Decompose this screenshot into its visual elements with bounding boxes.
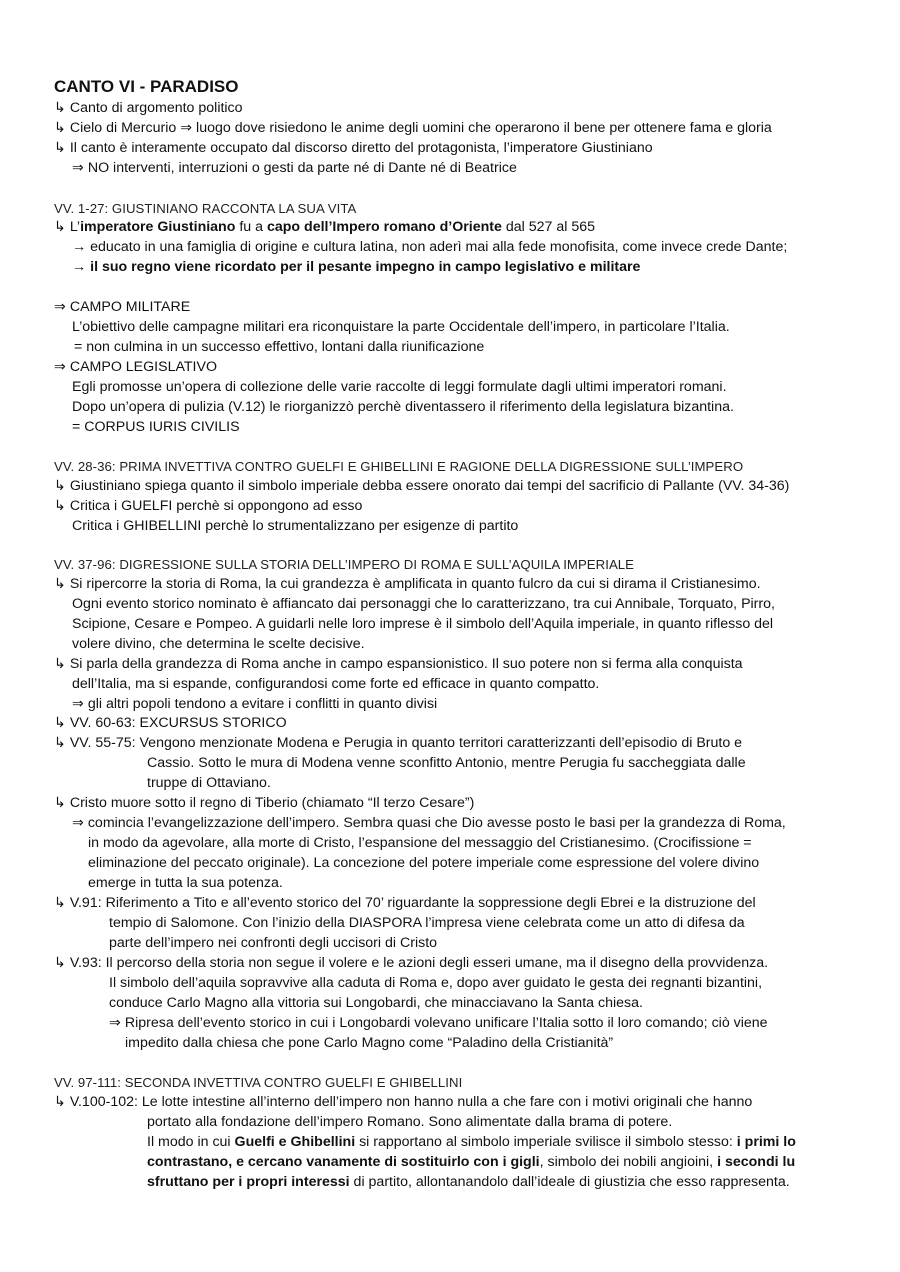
paragraph-line: ⇒ comincia l’evangelizzazione dell’impero. Sembra quasi che Dio avesse posto le basi per la grandezza di Roma, <box>72 815 786 831</box>
paragraph-line: ↳ Si ripercorre la storia di Roma, la cui grandezza è amplificata in quanto fulcro da cui si dirama il Cristianesimo. <box>54 576 761 592</box>
paragraph-line: ↳ VV. 55-75: Vengono menzionate Modena e Perugia in quanto territori caratterizzanti dell’episodio di Bruto e <box>54 735 743 751</box>
paragraph-line: emerge in tutta la sua potenza. <box>88 875 283 891</box>
paragraph-line: Il simbolo dell’aquila sopravvive alla caduta di Roma e, dopo aver guidato le gesta dei regnanti bizantini, <box>109 975 763 991</box>
intro-line: ↳ Il canto è interamente occupato dal discorso diretto del protagonista, l’imperatore Giustiniano <box>54 140 653 156</box>
paragraph-line: parte dell’impero nei confronti degli uccisori di Cristo <box>109 935 438 951</box>
paragraph-line: in modo da agevolare, alla morte di Cristo, l’espansione del messaggio del Cristianesimo. (Crocifissione = <box>88 835 752 851</box>
page-title: CANTO VI - PARADISO <box>54 77 239 96</box>
paragraph-line: ↳ VV. 60-63: EXCURSUS STORICO <box>54 715 287 731</box>
subheading: ⇒ CAMPO MILITARE <box>54 299 191 315</box>
intro-line: ⇒ NO interventi, interruzioni o gesti da parte né di Dante né di Beatrice <box>72 160 517 176</box>
paragraph-line: portato alla fondazione dell’impero Romano. Sono alimentate dalla brama di potere. <box>147 1114 673 1130</box>
paragraph-line: contrastano, e cercano vanamente di sostituirlo con i gigli, simbolo dei nobili angioini, i secondi lu <box>147 1154 796 1170</box>
intro-line: ↳ Canto di argomento politico <box>54 100 243 116</box>
section-heading: VV. 37-96: DIGRESSIONE SULLA STORIA DELL’IMPERO DI ROMA E SULL’AQUILA IMPERIALE <box>54 557 635 572</box>
paragraph-line: impedito dalla chiesa che pone Carlo Magno come “Paladino della Cristianità” <box>125 1035 614 1051</box>
paragraph-line: ↳ Si parla della grandezza di Roma anche in campo espansionistico. Il suo potere non si ferma alla conquista <box>54 656 743 672</box>
paragraph-line: L’obiettivo delle campagne militari era riconquistare la parte Occidentale dell’impero, in particolare l’Italia. <box>72 319 730 335</box>
paragraph-line: eliminazione del peccato originale). La concezione del potere imperiale come espressione del volere divino <box>88 855 760 871</box>
paragraph-line: ↳ Giustiniano spiega quanto il simbolo imperiale debba essere onorato dai tempi del sacrificio di Pallante (VV. 34-36) <box>54 478 790 494</box>
subheading: ⇒ CAMPO LEGISLATIVO <box>54 359 217 375</box>
section-heading: VV. 97-111: SECONDA INVETTIVA CONTRO GUELFI E GHIBELLINI <box>54 1075 463 1090</box>
paragraph-line: ↳ L’imperatore Giustiniano fu a capo dell’Impero romano d’Oriente dal 527 al 565 <box>54 219 595 235</box>
paragraph-line: ↳ V.91: Riferimento a Tito e all’evento storico del 70’ riguardante la soppressione degli Ebrei e la distruzione del <box>54 895 756 911</box>
paragraph-line: Cassio. Sotto le mura di Modena venne sconfitto Antonio, mentre Perugia fu saccheggiata dalle <box>147 755 746 771</box>
paragraph-line: = CORPUS IURIS CIVILIS <box>72 419 240 435</box>
paragraph-line: ↳ Critica i GUELFI perchè si oppongono ad esso <box>54 498 363 514</box>
paragraph-line: Il modo in cui Guelfi e Ghibellini si rapportano al simbolo imperiale svilisce il simbolo stesso: i primi lo <box>147 1134 796 1150</box>
paragraph-line: Ogni evento storico nominato è affiancato dai personaggi che lo caratterizzano, tra cui Annibale, Torquato, Pirro, <box>72 596 775 612</box>
paragraph-line: volere divino, che determina le scelte decisive. <box>72 636 365 652</box>
paragraph-line: ↳ V.93: Il percorso della storia non segue il volere e le azioni degli esseri umane, ma il disegno della provvidenza. <box>54 955 769 971</box>
paragraph-line: conduce Carlo Magno alla vittoria sui Longobardi, che minacciavano la Santa chiesa. <box>109 995 643 1011</box>
paragraph-line: Dopo un’opera di pulizia (V.12) le riorganizzò perchè diventassero il riferimento della legislatura bizantina. <box>72 399 734 415</box>
paragraph-line: dell’Italia, ma si espande, configurandosi come forte ed efficace in quanto compatto. <box>72 676 600 692</box>
paragraph-line: ⇒ Ripresa dell’evento storico in cui i Longobardi volevano unificare l’Italia sotto il loro comando; ciò viene <box>109 1015 768 1031</box>
paragraph-line: truppe di Ottaviano. <box>147 775 271 791</box>
paragraph-line: Critica i GHIBELLINI perchè lo strumentalizzano per esigenze di partito <box>72 518 519 534</box>
paragraph-line: sfruttano per i propri interessi di partito, allontanandolo dall’ideale di giustizia che esso rappresenta. <box>147 1174 790 1190</box>
paragraph-line: → il suo regno viene ricordato per il pesante impegno in campo legislativo e militare <box>72 259 641 275</box>
paragraph-line: = non culmina in un successo effettivo, lontani dalla riunificazione <box>74 339 485 355</box>
paragraph-line: → educato in una famiglia di origine e cultura latina, non aderì mai alla fede monofisita, come invece crede Dante; <box>72 239 788 255</box>
paragraph-line: ↳ V.100-102: Le lotte intestine all’interno dell’impero non hanno nulla a che fare con i motivi originali che hanno <box>54 1094 753 1110</box>
intro-line: ↳ Cielo di Mercurio ⇒ luogo dove risiedono le anime degli uomini che operarono il bene per ottenere fama e gloria <box>54 120 772 136</box>
section-heading: VV. 1-27: GIUSTINIANO RACCONTA LA SUA VITA <box>54 201 357 216</box>
paragraph-line: tempio di Salomone. Con l’inizio della DIASPORA l’impresa viene celebrata come un atto di difesa da <box>109 915 745 931</box>
paragraph-line: ⇒ gli altri popoli tendono a evitare i conflitti in quanto divisi <box>72 696 438 712</box>
paragraph-line: Scipione, Cesare e Pompeo. A guidarli nelle loro imprese è il simbolo dell’Aquila imperiale, in quanto riflesso del <box>72 616 774 632</box>
paragraph-line: ↳ Cristo muore sotto il regno di Tiberio (chiamato “Il terzo Cesare”) <box>54 795 475 811</box>
paragraph-line: Egli promosse un’opera di collezione delle varie raccolte di leggi formulate dagli ultimi imperatori romani. <box>72 379 727 395</box>
section-heading: VV. 28-36: PRIMA INVETTIVA CONTRO GUELFI E GHIBELLINI E RAGIONE DELLA DIGRESSIONE SULL’IMPERO <box>54 459 744 474</box>
